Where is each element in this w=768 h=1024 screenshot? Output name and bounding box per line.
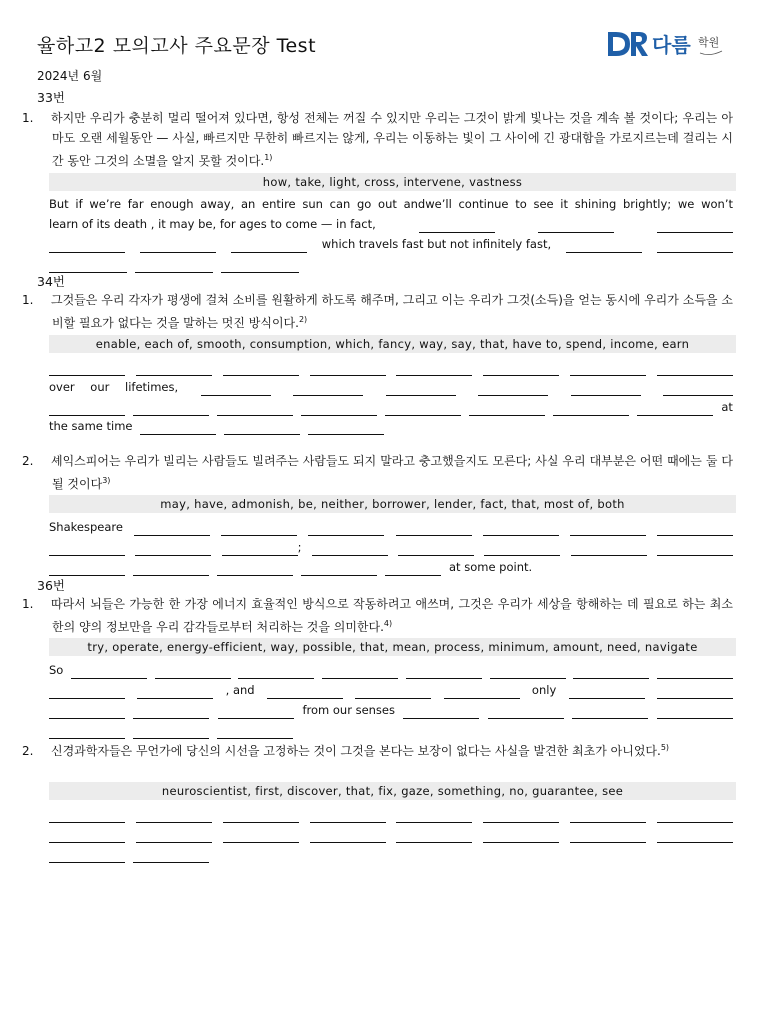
korean-text: 따라서 뇌들은 가능한 한 가장 에너지 효율적인 방식으로 작동하려고 애쓰며, 그것은 우리가 세상을 항해하는 데 필요로 하는 최소한의 양의 정보만을 우리 감각들로부터 처리하는 것을 의미한다. bbox=[51, 597, 733, 634]
answer-blank[interactable] bbox=[322, 666, 398, 679]
footnote-marker: 1) bbox=[264, 153, 273, 162]
blank-with-semicolon bbox=[222, 538, 302, 556]
answer-blank[interactable] bbox=[223, 363, 299, 376]
english-prompt: over our lifetimes, bbox=[49, 380, 179, 394]
korean-sentence-34-1 bbox=[22, 290, 733, 333]
answer-line bbox=[49, 193, 733, 213]
answer-blank[interactable] bbox=[657, 363, 733, 376]
logo-text: 다름 bbox=[652, 33, 691, 57]
answer-line bbox=[49, 659, 733, 679]
answer-blank[interactable] bbox=[572, 706, 648, 719]
answer-blank[interactable] bbox=[223, 830, 299, 843]
answer-blank[interactable] bbox=[490, 666, 566, 679]
answer-blank[interactable] bbox=[312, 543, 388, 556]
answer-blank[interactable] bbox=[403, 706, 479, 719]
answer-blank[interactable] bbox=[419, 220, 495, 233]
section-label-34: 34번 bbox=[37, 274, 65, 289]
answer-line bbox=[49, 516, 733, 536]
answer-line bbox=[49, 699, 733, 719]
section-label-33: 33번 bbox=[37, 90, 65, 105]
english-prompt: learn of its death , it may be, for ages to come — in fact, bbox=[49, 217, 376, 231]
korean-sentence-34-2 bbox=[22, 451, 733, 494]
answer-blank[interactable] bbox=[49, 830, 125, 843]
answer-blank[interactable] bbox=[221, 523, 297, 536]
answer-blank[interactable] bbox=[134, 523, 210, 536]
answer-blank[interactable] bbox=[570, 810, 646, 823]
korean-sentence-33-1 bbox=[22, 108, 733, 171]
answer-blank[interactable] bbox=[49, 240, 125, 253]
answer-blank[interactable] bbox=[571, 383, 641, 396]
answer-blank[interactable] bbox=[478, 383, 548, 396]
answer-blank[interactable] bbox=[49, 706, 125, 719]
english-prompt: Shakespeare bbox=[49, 520, 123, 534]
answer-blank[interactable] bbox=[396, 830, 472, 843]
answer-blank[interactable] bbox=[221, 260, 299, 273]
item-number: 1. bbox=[22, 597, 34, 611]
word-hint-bar: try, operate, energy-efficient, way, possible, that, mean, process, minimum, amount, need, navigate bbox=[49, 638, 736, 656]
answer-blank[interactable] bbox=[136, 830, 212, 843]
answer-line bbox=[49, 679, 733, 699]
section-label-36: 36번 bbox=[37, 578, 65, 593]
answer-blank[interactable] bbox=[657, 810, 733, 823]
answer-blank[interactable] bbox=[293, 383, 363, 396]
answer-blank[interactable] bbox=[155, 666, 231, 679]
answer-blank[interactable] bbox=[386, 383, 456, 396]
english-prompt: at bbox=[721, 400, 733, 414]
word-hint-bar: may, have, admonish, be, neither, borrower, lender, fact, that, most of, both bbox=[49, 495, 736, 513]
answer-blank[interactable] bbox=[140, 240, 216, 253]
answer-blank[interactable] bbox=[310, 830, 386, 843]
english-prompt: which travels fast but not infinitely fast, bbox=[321, 237, 552, 251]
answer-line bbox=[49, 396, 733, 416]
english-prompt: But if we’re far enough away, an entire sun can go out andwe’ll continue to see it shining brightly; we won’t bbox=[49, 197, 733, 211]
punctuation: ; bbox=[297, 540, 302, 554]
answer-blank[interactable] bbox=[231, 240, 307, 253]
answer-blank[interactable] bbox=[49, 563, 125, 576]
answer-blank[interactable] bbox=[488, 706, 564, 719]
answer-blank[interactable] bbox=[396, 363, 472, 376]
footnote-marker: 3) bbox=[102, 476, 111, 485]
answer-blank[interactable] bbox=[657, 706, 733, 719]
footnote-marker: 4) bbox=[383, 619, 393, 628]
answer-blank[interactable] bbox=[308, 422, 384, 435]
answer-blank[interactable] bbox=[310, 363, 386, 376]
english-prompt: at some point. bbox=[449, 560, 533, 574]
answer-blank[interactable] bbox=[49, 810, 125, 823]
answer-blank[interactable] bbox=[238, 666, 314, 679]
answer-blank[interactable] bbox=[308, 523, 384, 536]
korean-sentence-36-1 bbox=[22, 594, 733, 637]
answer-blank[interactable] bbox=[483, 830, 559, 843]
answer-blank[interactable] bbox=[444, 686, 520, 699]
answer-line bbox=[49, 556, 733, 576]
answer-line bbox=[49, 719, 733, 739]
answer-line bbox=[49, 803, 733, 823]
answer-blank[interactable] bbox=[267, 686, 343, 699]
answer-blank[interactable] bbox=[136, 810, 212, 823]
answer-blank[interactable] bbox=[398, 543, 474, 556]
answer-blank[interactable] bbox=[570, 523, 646, 536]
answer-blank[interactable] bbox=[573, 666, 649, 679]
answer-blank[interactable] bbox=[301, 563, 377, 576]
korean-sentence-36-2 bbox=[22, 738, 733, 761]
answer-blank[interactable] bbox=[657, 523, 733, 536]
answer-line bbox=[49, 356, 733, 376]
answer-blank[interactable] bbox=[49, 363, 125, 376]
korean-text: 신경과학자들은 무언가에 당신의 시선을 고정하는 것이 그것을 본다는 보장이 없다는 사실을 발견한 최초가 아니었다. bbox=[51, 744, 661, 758]
item-number: 1. bbox=[22, 293, 34, 307]
answer-line bbox=[49, 536, 733, 556]
answer-blank[interactable] bbox=[570, 363, 646, 376]
answer-blank[interactable] bbox=[71, 666, 147, 679]
english-prompt: from our senses bbox=[302, 703, 395, 717]
answer-blank[interactable] bbox=[406, 666, 482, 679]
answer-blank[interactable] bbox=[223, 810, 299, 823]
answer-blank[interactable] bbox=[201, 383, 271, 396]
answer-blank[interactable] bbox=[657, 830, 733, 843]
answer-blank[interactable] bbox=[483, 363, 559, 376]
page-title: 율하고2 모의고사 주요문장 Test bbox=[37, 35, 317, 57]
answer-blank[interactable] bbox=[224, 422, 300, 435]
english-prompt: , and bbox=[225, 683, 255, 697]
answer-blank[interactable] bbox=[135, 543, 211, 556]
answer-blank[interactable] bbox=[135, 260, 213, 273]
answer-blank[interactable] bbox=[310, 810, 386, 823]
answer-blank[interactable] bbox=[133, 706, 209, 719]
answer-blank[interactable] bbox=[657, 220, 733, 233]
answer-blank[interactable] bbox=[569, 686, 645, 699]
word-hint-bar: neuroscientist, first, discover, that, fix, gaze, something, no, guarantee, see bbox=[49, 782, 736, 800]
answer-blank[interactable] bbox=[538, 220, 614, 233]
english-prompt: only bbox=[531, 683, 557, 697]
answer-blank[interactable] bbox=[484, 543, 560, 556]
answer-blank[interactable] bbox=[566, 240, 642, 253]
answer-line bbox=[49, 376, 733, 396]
answer-blank[interactable] bbox=[570, 830, 646, 843]
answer-blank[interactable] bbox=[133, 850, 209, 863]
answer-blank[interactable] bbox=[137, 686, 213, 699]
word-hint-bar: enable, each of, smooth, consumption, which, fancy, way, say, that, have to, spend, income, earn bbox=[49, 335, 736, 353]
korean-text: 셰익스피어는 우리가 빌리는 사람들도 빌려주는 사람들도 되지 말라고 충고했을지도 모른다; 사실 우리 대부분은 어떤 때에는 둘 다 될 것이다 bbox=[51, 454, 733, 491]
answer-blank[interactable] bbox=[385, 563, 441, 576]
answer-line bbox=[49, 843, 733, 863]
answer-blank[interactable] bbox=[663, 383, 733, 396]
answer-line bbox=[49, 233, 733, 253]
answer-blank[interactable] bbox=[657, 543, 733, 556]
footnote-marker: 2) bbox=[298, 315, 308, 324]
answer-blank[interactable] bbox=[222, 543, 298, 556]
answer-blank[interactable] bbox=[483, 523, 559, 536]
answer-line bbox=[49, 415, 733, 435]
answer-blank[interactable] bbox=[483, 810, 559, 823]
english-prompt: the same time bbox=[49, 419, 133, 433]
answer-blank[interactable] bbox=[657, 686, 733, 699]
exam-date: 2024년 6월 bbox=[37, 69, 103, 83]
logo-subtext: 학원 bbox=[698, 36, 720, 49]
answer-blank[interactable] bbox=[140, 422, 216, 435]
english-prompt: So bbox=[49, 663, 64, 677]
academy-logo bbox=[604, 26, 734, 62]
answer-blank[interactable] bbox=[133, 563, 209, 576]
answer-blank[interactable] bbox=[49, 850, 125, 863]
answer-blank[interactable] bbox=[218, 706, 294, 719]
answer-blank[interactable] bbox=[657, 666, 733, 679]
answer-line bbox=[49, 823, 733, 843]
answer-blank[interactable] bbox=[396, 523, 472, 536]
footnote-marker: 5) bbox=[660, 743, 670, 752]
answer-blank[interactable] bbox=[49, 686, 125, 699]
item-number: 1. bbox=[22, 111, 34, 125]
word-hint-bar: how, take, light, cross, intervene, vastness bbox=[49, 173, 736, 191]
answer-blank[interactable] bbox=[49, 543, 125, 556]
answer-blank[interactable] bbox=[217, 563, 293, 576]
korean-text: 그것들은 우리 각자가 평생에 걸쳐 소비를 원활하게 하도록 해주며, 그리고 이는 우리가 그것(소득)을 얻는 동시에 우리가 소득을 소비할 필요가 없다는 것을 말하는 멋진 방식이다. bbox=[51, 293, 733, 330]
answer-blank[interactable] bbox=[396, 810, 472, 823]
answer-blank[interactable] bbox=[355, 686, 431, 699]
answer-blank[interactable] bbox=[657, 240, 733, 253]
item-number: 2. bbox=[22, 454, 34, 468]
answer-blank[interactable] bbox=[571, 543, 647, 556]
answer-line bbox=[49, 253, 733, 273]
item-number: 2. bbox=[22, 744, 34, 758]
korean-text: 하지만 우리가 충분히 멀리 떨어져 있다면, 항성 전체는 꺼질 수 있지만 우리는 그것이 밝게 빛나는 것을 계속 볼 것이다; 우리는 아마도 오랜 세월동안 — 사실, 빠르지만 무한히 빠르지는 않게, 우리는 이동하는 빛이 그 사이에 긴 광대함을 가로지르는데 걸리는 시간 동안 그것의 소멸을 알지 못할 것이다. bbox=[51, 111, 733, 168]
answer-blank[interactable] bbox=[136, 363, 212, 376]
answer-line bbox=[49, 213, 733, 233]
